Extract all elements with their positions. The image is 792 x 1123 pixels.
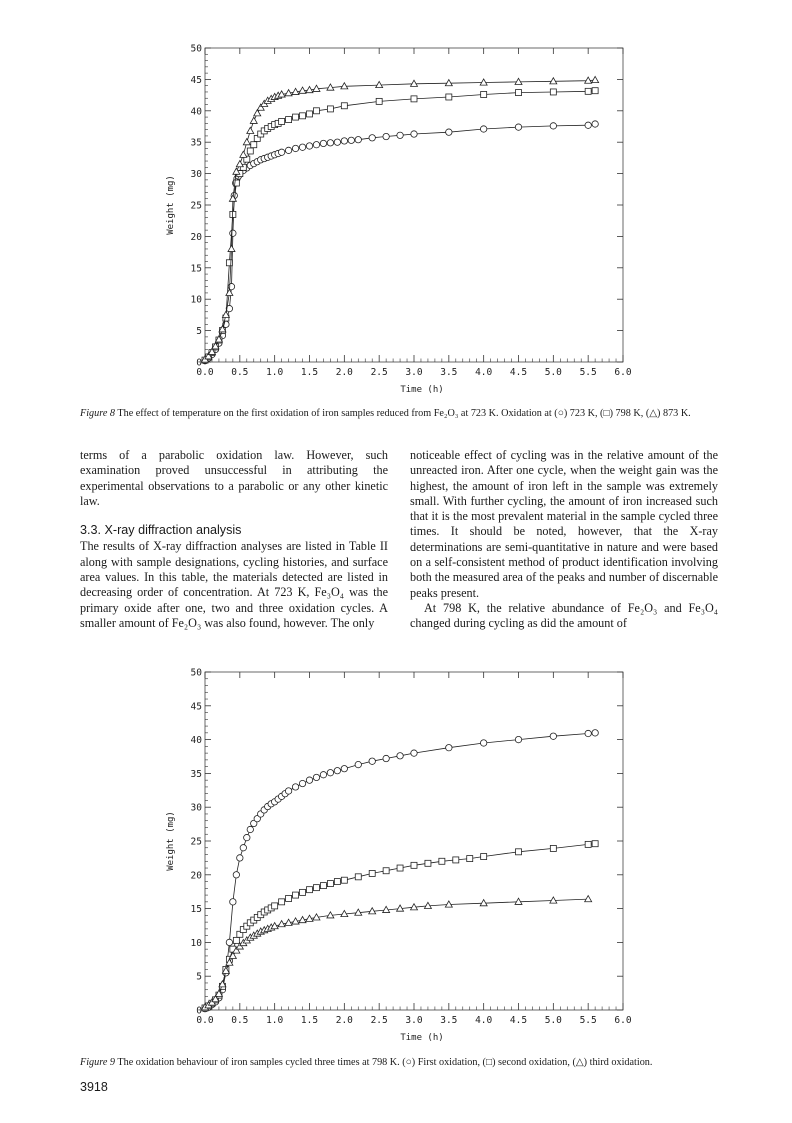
x-tick-label: 1.0: [266, 367, 284, 378]
data-point-square: [446, 94, 452, 100]
data-point-square: [313, 885, 319, 891]
data-point-square: [376, 98, 382, 104]
data-point-square: [341, 877, 347, 883]
x-tick-label: 5.0: [544, 367, 562, 378]
x-tick-label: 5.5: [579, 1015, 597, 1026]
x-tick-label: 2.0: [335, 367, 353, 378]
data-point-square: [226, 260, 232, 266]
data-point-square: [341, 103, 347, 109]
y-tick-label: 5: [196, 971, 202, 983]
data-point-square: [327, 881, 333, 887]
data-point-circle: [233, 872, 239, 878]
x-tick-label: 0.5: [231, 1015, 249, 1026]
x-tick-label: 3.0: [405, 367, 423, 378]
data-point-circle: [341, 765, 347, 771]
data-point-square: [592, 841, 598, 847]
data-point-circle: [592, 121, 598, 127]
right-paragraph-2: At 798 K, the relative abundance of Fe₂O₃ and Fe₃O₄ changed during cycling as did the amount of: [410, 600, 718, 631]
x-tick-label: 5.0: [544, 1015, 562, 1026]
x-tick-label: 1.0: [266, 1015, 284, 1026]
data-point-circle: [397, 753, 403, 759]
figure-8-label: Figure 8: [80, 408, 115, 419]
x-tick-label: 3.0: [405, 1015, 423, 1026]
x-tick-label: 4.0: [475, 367, 493, 378]
data-point-square: [307, 887, 313, 893]
data-point-circle: [383, 755, 389, 761]
data-point-triangle: [341, 83, 348, 89]
x-tick-label: 4.5: [509, 1015, 528, 1026]
data-point-triangle: [550, 897, 557, 903]
data-point-circle: [313, 142, 319, 148]
data-point-square: [247, 148, 253, 154]
data-point-square: [327, 106, 333, 112]
figure-9-label: Figure 9: [80, 1057, 115, 1068]
data-point-circle: [244, 834, 250, 840]
x-tick-label: 2.5: [370, 367, 388, 378]
data-point-square: [233, 937, 239, 943]
data-point-circle: [313, 774, 319, 780]
data-point-square: [279, 118, 285, 124]
data-point-square: [355, 874, 361, 880]
text-column-left: [80, 448, 388, 631]
data-point-square: [293, 114, 299, 120]
data-point-square: [272, 903, 278, 909]
y-tick-label: 25: [190, 836, 202, 848]
data-point-triangle: [228, 245, 235, 251]
data-point-circle: [446, 129, 452, 135]
y-tick-label: 0: [196, 1005, 202, 1017]
x-tick-label: 4.0: [475, 1015, 493, 1026]
x-axis-label: Time (h): [400, 385, 444, 395]
y-tick-label: 45: [190, 74, 202, 86]
data-point-square: [279, 899, 285, 905]
x-tick-label: 0.5: [231, 367, 249, 378]
data-point-triangle: [240, 151, 247, 157]
x-tick-label: 2.5: [370, 1015, 388, 1026]
figure-8-chart: [160, 40, 640, 396]
data-point-square: [550, 845, 556, 851]
data-point-circle: [306, 143, 312, 149]
figure-8-caption-text: The effect of temperature on the first oxidation of iron samples reduced from Fe₂O₃ at 723 K. Oxidation at (○) 723 K, (□) 798 K, (△) 873 K.: [117, 408, 691, 419]
data-point-square: [467, 856, 473, 862]
data-point-square: [300, 113, 306, 119]
y-tick-label: 30: [190, 169, 202, 181]
data-point-triangle: [411, 80, 418, 86]
y-tick-label: 15: [190, 263, 202, 275]
x-axis-label: Time (h): [400, 1033, 444, 1043]
data-point-circle: [285, 147, 291, 153]
x-tick-label: 0.0: [196, 367, 214, 378]
data-point-triangle: [480, 900, 487, 906]
series-circle: [202, 121, 599, 364]
text-column-right: [410, 448, 718, 632]
data-point-circle: [585, 730, 591, 736]
y-tick-label: 30: [190, 802, 202, 814]
data-point-triangle: [226, 289, 233, 295]
plot-frame: [205, 672, 623, 1010]
x-tick-label: 4.5: [509, 367, 528, 378]
data-point-circle: [383, 133, 389, 139]
data-point-circle: [550, 733, 556, 739]
data-point-square: [251, 142, 257, 148]
data-point-circle: [292, 784, 298, 790]
data-point-circle: [278, 149, 284, 155]
series-square: [202, 88, 598, 363]
data-point-triangle: [480, 79, 487, 85]
y-axis-label: Weight (mg): [166, 811, 176, 871]
figure-8-svg: [160, 40, 640, 396]
y-tick-label: 5: [196, 326, 202, 338]
data-point-square: [439, 858, 445, 864]
right-paragraph-1: noticeable effect of cycling was in the relative amount of the unreacted iron. After one cycle, when the weight gain was the highest, the amount of iron left in the sample was extremely small. With further cycling, the amount of iron increased such that it is the most prevalent material in the sample cycled three times. It should be noted, however, that the X-ray determinations are semi-quantitative in nature and were based on a self-consistent method of product identification involving both the measured area of the peaks and number of discernable peaks present.: [410, 448, 718, 600]
data-point-square: [516, 849, 522, 855]
data-point-square: [383, 868, 389, 874]
left-paragraph-1: terms of a parabolic oxidation law. However, such examination proved unsuccessful in attributing the experimental observations to a parabolic or any other kinetic law.: [80, 448, 388, 508]
figure-9-chart: [160, 664, 640, 1043]
data-point-circle: [230, 899, 236, 905]
y-tick-label: 0: [196, 357, 202, 369]
data-point-circle: [411, 750, 417, 756]
y-tick-label: 35: [190, 768, 202, 780]
data-point-circle: [237, 855, 243, 861]
data-point-square: [592, 88, 598, 94]
y-tick-label: 10: [190, 294, 202, 306]
series-triangle: [202, 76, 599, 362]
data-point-square: [320, 883, 326, 889]
data-point-circle: [299, 780, 305, 786]
data-point-square: [369, 870, 375, 876]
data-point-square: [307, 111, 313, 117]
data-point-circle: [411, 131, 417, 137]
data-point-square: [481, 91, 487, 97]
data-point-circle: [397, 132, 403, 138]
x-tick-label: 0.0: [196, 1015, 214, 1026]
data-point-square: [425, 860, 431, 866]
data-point-circle: [446, 745, 452, 751]
y-axis-label: Weight (mg): [166, 175, 176, 235]
data-point-circle: [369, 758, 375, 764]
x-tick-label: 6.0: [614, 367, 632, 378]
data-point-circle: [515, 736, 521, 742]
data-point-square: [286, 895, 292, 901]
section-heading: 3.3. X-ray diffraction analysis: [80, 523, 242, 538]
data-point-circle: [320, 772, 326, 778]
data-point-square: [411, 862, 417, 868]
data-point-triangle: [247, 127, 254, 133]
y-tick-label: 40: [190, 106, 202, 118]
data-point-triangle: [236, 161, 243, 167]
left-paragraph-2: The results of X-ray diffraction analyses are listed in Table II along with sample designations, cycling histories, and surface area values. In this table, the materials detected are listed in decreasing order of concentration. At 723 K, Fe₃O₄ was the primary oxide after one, two and three oxidation cycles. A smaller amount of Fe₂O₃ was also found, however. The only: [80, 539, 388, 630]
y-tick-label: 15: [190, 904, 202, 916]
data-point-circle: [299, 144, 305, 150]
data-point-circle: [585, 122, 591, 128]
data-point-circle: [515, 124, 521, 130]
data-point-circle: [230, 230, 236, 236]
data-point-square: [585, 88, 591, 94]
y-tick-label: 50: [190, 43, 202, 55]
figure-9-caption-text: The oxidation behaviour of iron samples cycled three times at 798 K. (○) First oxidation, (□) second oxidation, (△) third oxidation.: [117, 1057, 653, 1068]
data-point-square: [293, 892, 299, 898]
series-square: [202, 841, 598, 1011]
data-point-triangle: [243, 139, 250, 145]
data-point-square: [411, 96, 417, 102]
data-point-circle: [247, 826, 253, 832]
data-point-square: [313, 108, 319, 114]
data-point-circle: [285, 788, 291, 794]
data-point-square: [300, 889, 306, 895]
data-point-square: [286, 117, 292, 123]
data-point-square: [397, 865, 403, 871]
data-point-circle: [306, 777, 312, 783]
data-point-circle: [592, 730, 598, 736]
data-point-circle: [369, 135, 375, 141]
data-point-circle: [334, 139, 340, 145]
data-point-square: [516, 90, 522, 96]
y-tick-label: 35: [190, 137, 202, 149]
series-line-triangle: [205, 80, 595, 360]
data-point-circle: [550, 123, 556, 129]
x-tick-label: 1.5: [300, 1015, 319, 1026]
figure-9-svg: [160, 664, 640, 1043]
y-tick-label: 50: [190, 667, 202, 679]
data-point-circle: [334, 767, 340, 773]
data-point-triangle: [376, 81, 383, 87]
data-point-square: [334, 879, 340, 885]
page-number: 3918: [80, 1080, 108, 1094]
y-tick-label: 20: [190, 231, 202, 243]
data-point-square: [481, 854, 487, 860]
data-point-circle: [226, 939, 232, 945]
data-point-circle: [320, 140, 326, 146]
data-point-circle: [480, 740, 486, 746]
data-point-circle: [327, 140, 333, 146]
y-tick-label: 45: [190, 701, 202, 713]
data-point-circle: [327, 770, 333, 776]
y-tick-label: 20: [190, 870, 202, 882]
x-tick-label: 1.5: [300, 367, 319, 378]
data-point-circle: [292, 145, 298, 151]
data-point-triangle: [550, 78, 557, 84]
x-tick-label: 5.5: [579, 367, 597, 378]
data-point-circle: [355, 761, 361, 767]
data-point-square: [550, 89, 556, 95]
data-point-circle: [480, 126, 486, 132]
figure-8-caption: [80, 407, 720, 420]
data-point-circle: [348, 137, 354, 143]
data-point-triangle: [515, 78, 522, 84]
y-tick-label: 40: [190, 735, 202, 747]
plot-frame: [205, 48, 623, 362]
x-tick-label: 2.0: [335, 1015, 353, 1026]
x-tick-label: 3.5: [440, 367, 458, 378]
data-point-circle: [355, 136, 361, 142]
data-point-square: [453, 857, 459, 863]
data-point-triangle: [445, 80, 452, 86]
data-point-square: [585, 841, 591, 847]
data-point-triangle: [592, 76, 599, 82]
x-tick-label: 6.0: [614, 1015, 632, 1026]
data-point-triangle: [250, 117, 257, 123]
x-tick-label: 3.5: [440, 1015, 458, 1026]
y-tick-label: 25: [190, 200, 202, 212]
data-point-circle: [240, 845, 246, 851]
figure-9-caption: [80, 1056, 720, 1069]
y-tick-label: 10: [190, 937, 202, 949]
data-point-circle: [341, 138, 347, 144]
data-point-triangle: [585, 896, 592, 902]
